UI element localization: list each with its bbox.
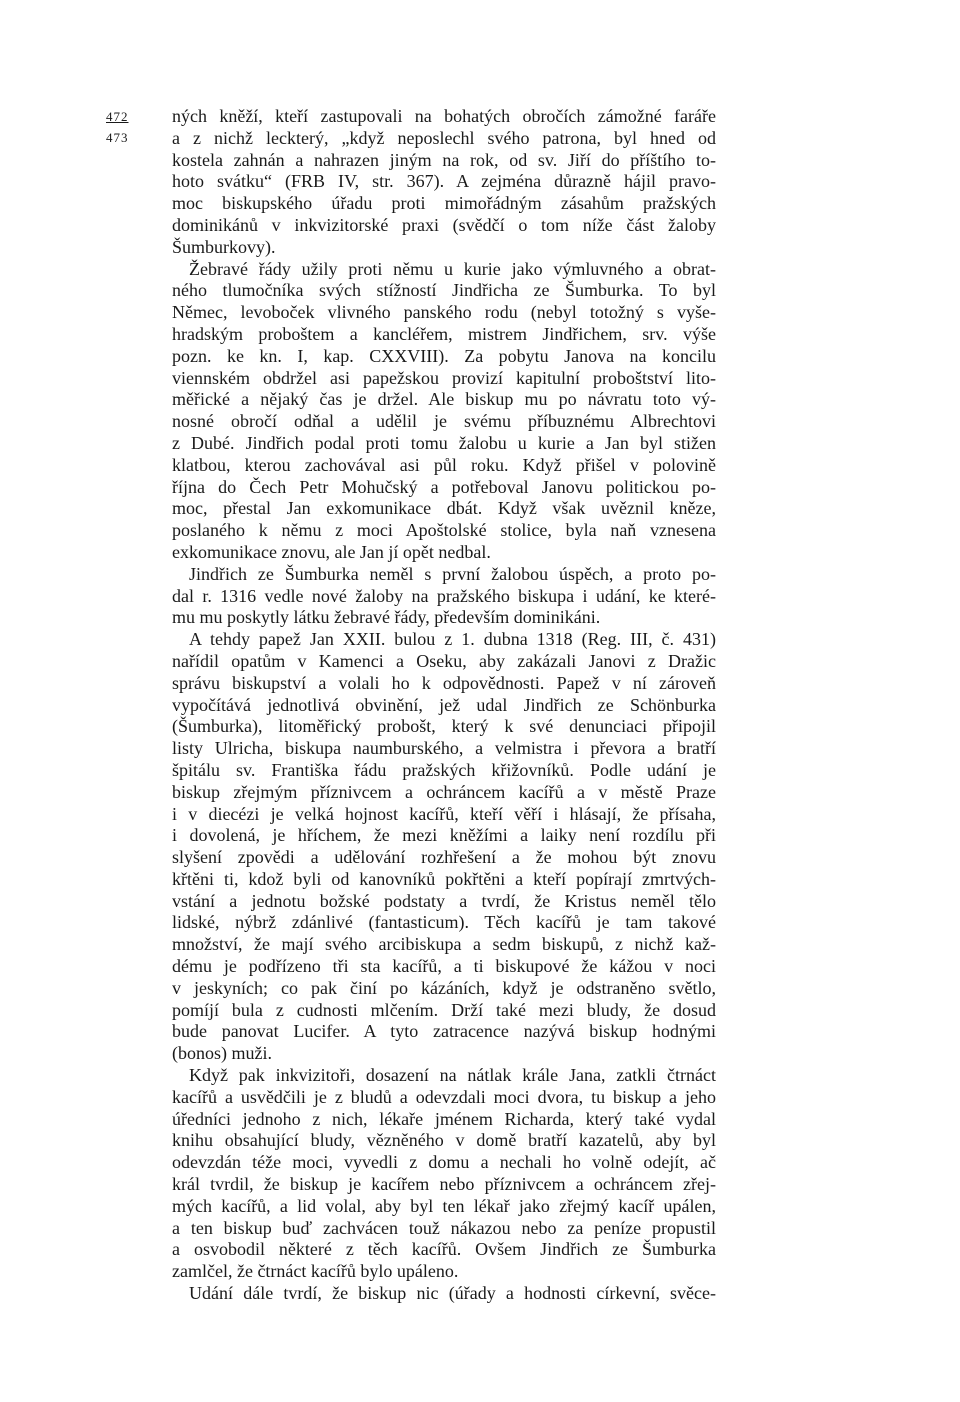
text-line: kostela zahnán a nahrazen jiným na rok, od sv. Jiří do příštího to- (172, 149, 716, 170)
text-line: v jeskyních; co pak činí po kázáních, když je odstraněno světlo, (172, 977, 716, 998)
page-numbers (106, 106, 156, 148)
text-line: slyšení zpovědi a udělování rozhřešení a že mohou být znovu (172, 847, 716, 868)
text-line: moc biskupského úřadu proti mimořádným zásahům pražských (172, 193, 716, 214)
paragraph (172, 1283, 716, 1305)
text-line: poslaného k němu z moci Apoštolské stolice, byla naň vznesena (172, 520, 716, 541)
text-line: vstání a jednotu božské podstaty a tvrdí, že Kristus neměl tělo (172, 890, 716, 911)
text-line: úředníci jednoho z nich, lékaře jménem Richarda, který také vydal (172, 1108, 716, 1129)
paragraph (172, 564, 716, 629)
text-line: Udání dále tvrdí, že biskup nic (úřady a hodnosti církevní, svěce- (189, 1283, 716, 1304)
text-line: mých kacířů, a lid volal, aby byl ten lékař jako zřejmý kacíř upálen, (172, 1195, 716, 1216)
text-line: pozn. ke kn. I, kap. CXXVIII). Za pobytu Janova na koncilu (172, 345, 716, 366)
paragraph (172, 106, 716, 259)
text-line: knihu obsahující bludy, vězněného v domě bratří kazatelů, aby byl (172, 1130, 716, 1151)
text-line: hradským proboštem a kancléřem, mistrem Jindřichem, srv. výše (172, 323, 716, 344)
text-line: Když pak inkvizitoři, dosazení na nátlak krále Jana, zatkli čtrnáct (189, 1065, 716, 1086)
page-number-first: 472 (106, 109, 129, 124)
text-line: král tvrdil, že biskup je kacířem nebo příznivcem a ochráncem zřej- (172, 1174, 716, 1195)
text-line: křtěni ti, kdož byli od kanovníků pokřtěni a kteří popírají zmrtvých- (172, 868, 716, 889)
text-line: hoto svátku“ (FRB IV, str. 367). A zejména důrazně hájil pravo- (172, 171, 716, 192)
text-line: listy Ulricha, biskupa naumburského, a velmistra i převora a bratří (172, 738, 716, 759)
text-line: vypočítává jednotlivá obvinění, jež udal Jindřich ze Schönburka (172, 694, 716, 715)
text-line: měřické a nějaký čas je držel. Ale biskup mu po návratu toto vý- (172, 389, 716, 410)
text-line: (Šumburka), litoměřický probošt, který k své denunciaci připojil (172, 716, 716, 737)
text-line: dominikánů v inkvizitorské praxi (svědčí o tom níže část žaloby (172, 214, 716, 235)
text-line: lidské, nýbrž zdánlivé (fantasticum). Těch kacířů je tam takové (172, 912, 716, 933)
text-line: ného tlumočníka svých stížností Jindřicha ze Šumburka. To byl (172, 280, 716, 301)
text-line: Žebravé řády užily proti němu u kurie jako výmluvného a obrat- (189, 258, 716, 279)
text-line: října do Čech Petr Mohučský a potřeboval Janovu politickou po- (172, 476, 716, 497)
text-line: nosné obročí odňal a udělil je svému příbuznému Albrechtovi (172, 411, 716, 432)
text-line: klatbou, kterou zachovával asi půl roku. Když přišel v polovině (172, 454, 716, 475)
text-line: a osvobodil některé z těch kacířů. Ovšem Jindřich ze Šumburka (172, 1239, 716, 1260)
text-line: odevzdán téže moci, vyvedli z domu a nechali ho volně odejít, ač (172, 1152, 716, 1173)
text-line: biskup zřejmým příznivcem a ochráncem kacířů a v městě Praze (172, 781, 716, 802)
text-line: (bonos) muži. (172, 1043, 272, 1064)
paragraph (172, 259, 716, 564)
text-line: a z nichž leckterý, „když neposlechl svého patrona, byl hned od (172, 127, 716, 148)
text-line: zamlčel, že čtrnáct kacířů bylo upáleno. (172, 1261, 459, 1282)
page-number-second: 473 (106, 130, 129, 145)
paragraph (172, 1065, 716, 1283)
body-text (172, 106, 716, 1305)
text-line: bude panovat Lucifer. A tyto zatracence nazývá biskup hodnými (172, 1021, 716, 1042)
text-line: i dovolená, je hříchem, že mezi kněžími a laiky není rozdílu při (172, 825, 716, 846)
text-line: i v diecézi je velká hojnost kacířů, kteří věří i hlásají, že přísaha, (172, 803, 716, 824)
text-line: Jindřich ze Šumburka neměl s první žalobou úspěch, a proto po- (189, 563, 716, 584)
text-line: z Dubé. Jindřich podal proti tomu žalobu u kurie a Jan byl stižen (172, 432, 716, 453)
text-line: dal r. 1316 vedle nové žaloby na pražského biskupa i udání, ke které- (172, 585, 716, 606)
text-line: dému je podřízeno tři sta kacířů, a ti biskupové že kážou v noci (172, 956, 716, 977)
text-line: A tehdy papež Jan XXII. bulou z 1. dubna 1318 (Reg. III, č. 431) (189, 629, 716, 650)
text-line: exkomunikace znovu, ale Jan jí opět nedbal. (172, 541, 491, 562)
text-line: množství, že mají svého arcibiskupa a sedm biskupů, z nichž kaž- (172, 934, 716, 955)
text-line: správu biskupství a volali ho k odpovědnosti. Papež v ní zároveň (172, 672, 716, 693)
text-line: viennském obdržel asi papežskou provizí kapitulní proboštství lito- (172, 367, 716, 388)
text-line: a ten biskup buď zachvácen touž nákazou nebo za peníze propustil (172, 1217, 716, 1238)
text-line: Němec, levoboček vlivného panského rodu (nebyl totožný s vyše- (172, 302, 716, 323)
text-line: mu mu poskytly látku žebravé řády, především dominikáni. (172, 607, 601, 628)
text-line: ných kněží, kteří zastupovali na bohatých obročích zámožné faráře (172, 106, 716, 126)
text-line: nařídil opatům v Kamenci a Oseku, aby zakázali Janovi z Dražic (172, 650, 716, 671)
text-line: pomíjí bula z cudnosti mlčením. Drží také mezi bludy, že dosud (172, 999, 716, 1020)
text-line: špitálu sv. Františka řádu pražských křižovníků. Podle udání je (172, 759, 716, 780)
text-line: moc, přestal Jan exkomunikace dbát. Když však uvěznil kněze, (172, 498, 716, 519)
paragraph (172, 629, 716, 1065)
text-line: kacířů a usvědčili je z bludů a odevzdali moci dvora, tu biskup a jeho (172, 1086, 716, 1107)
text-line: Šumburkovy). (172, 236, 276, 257)
